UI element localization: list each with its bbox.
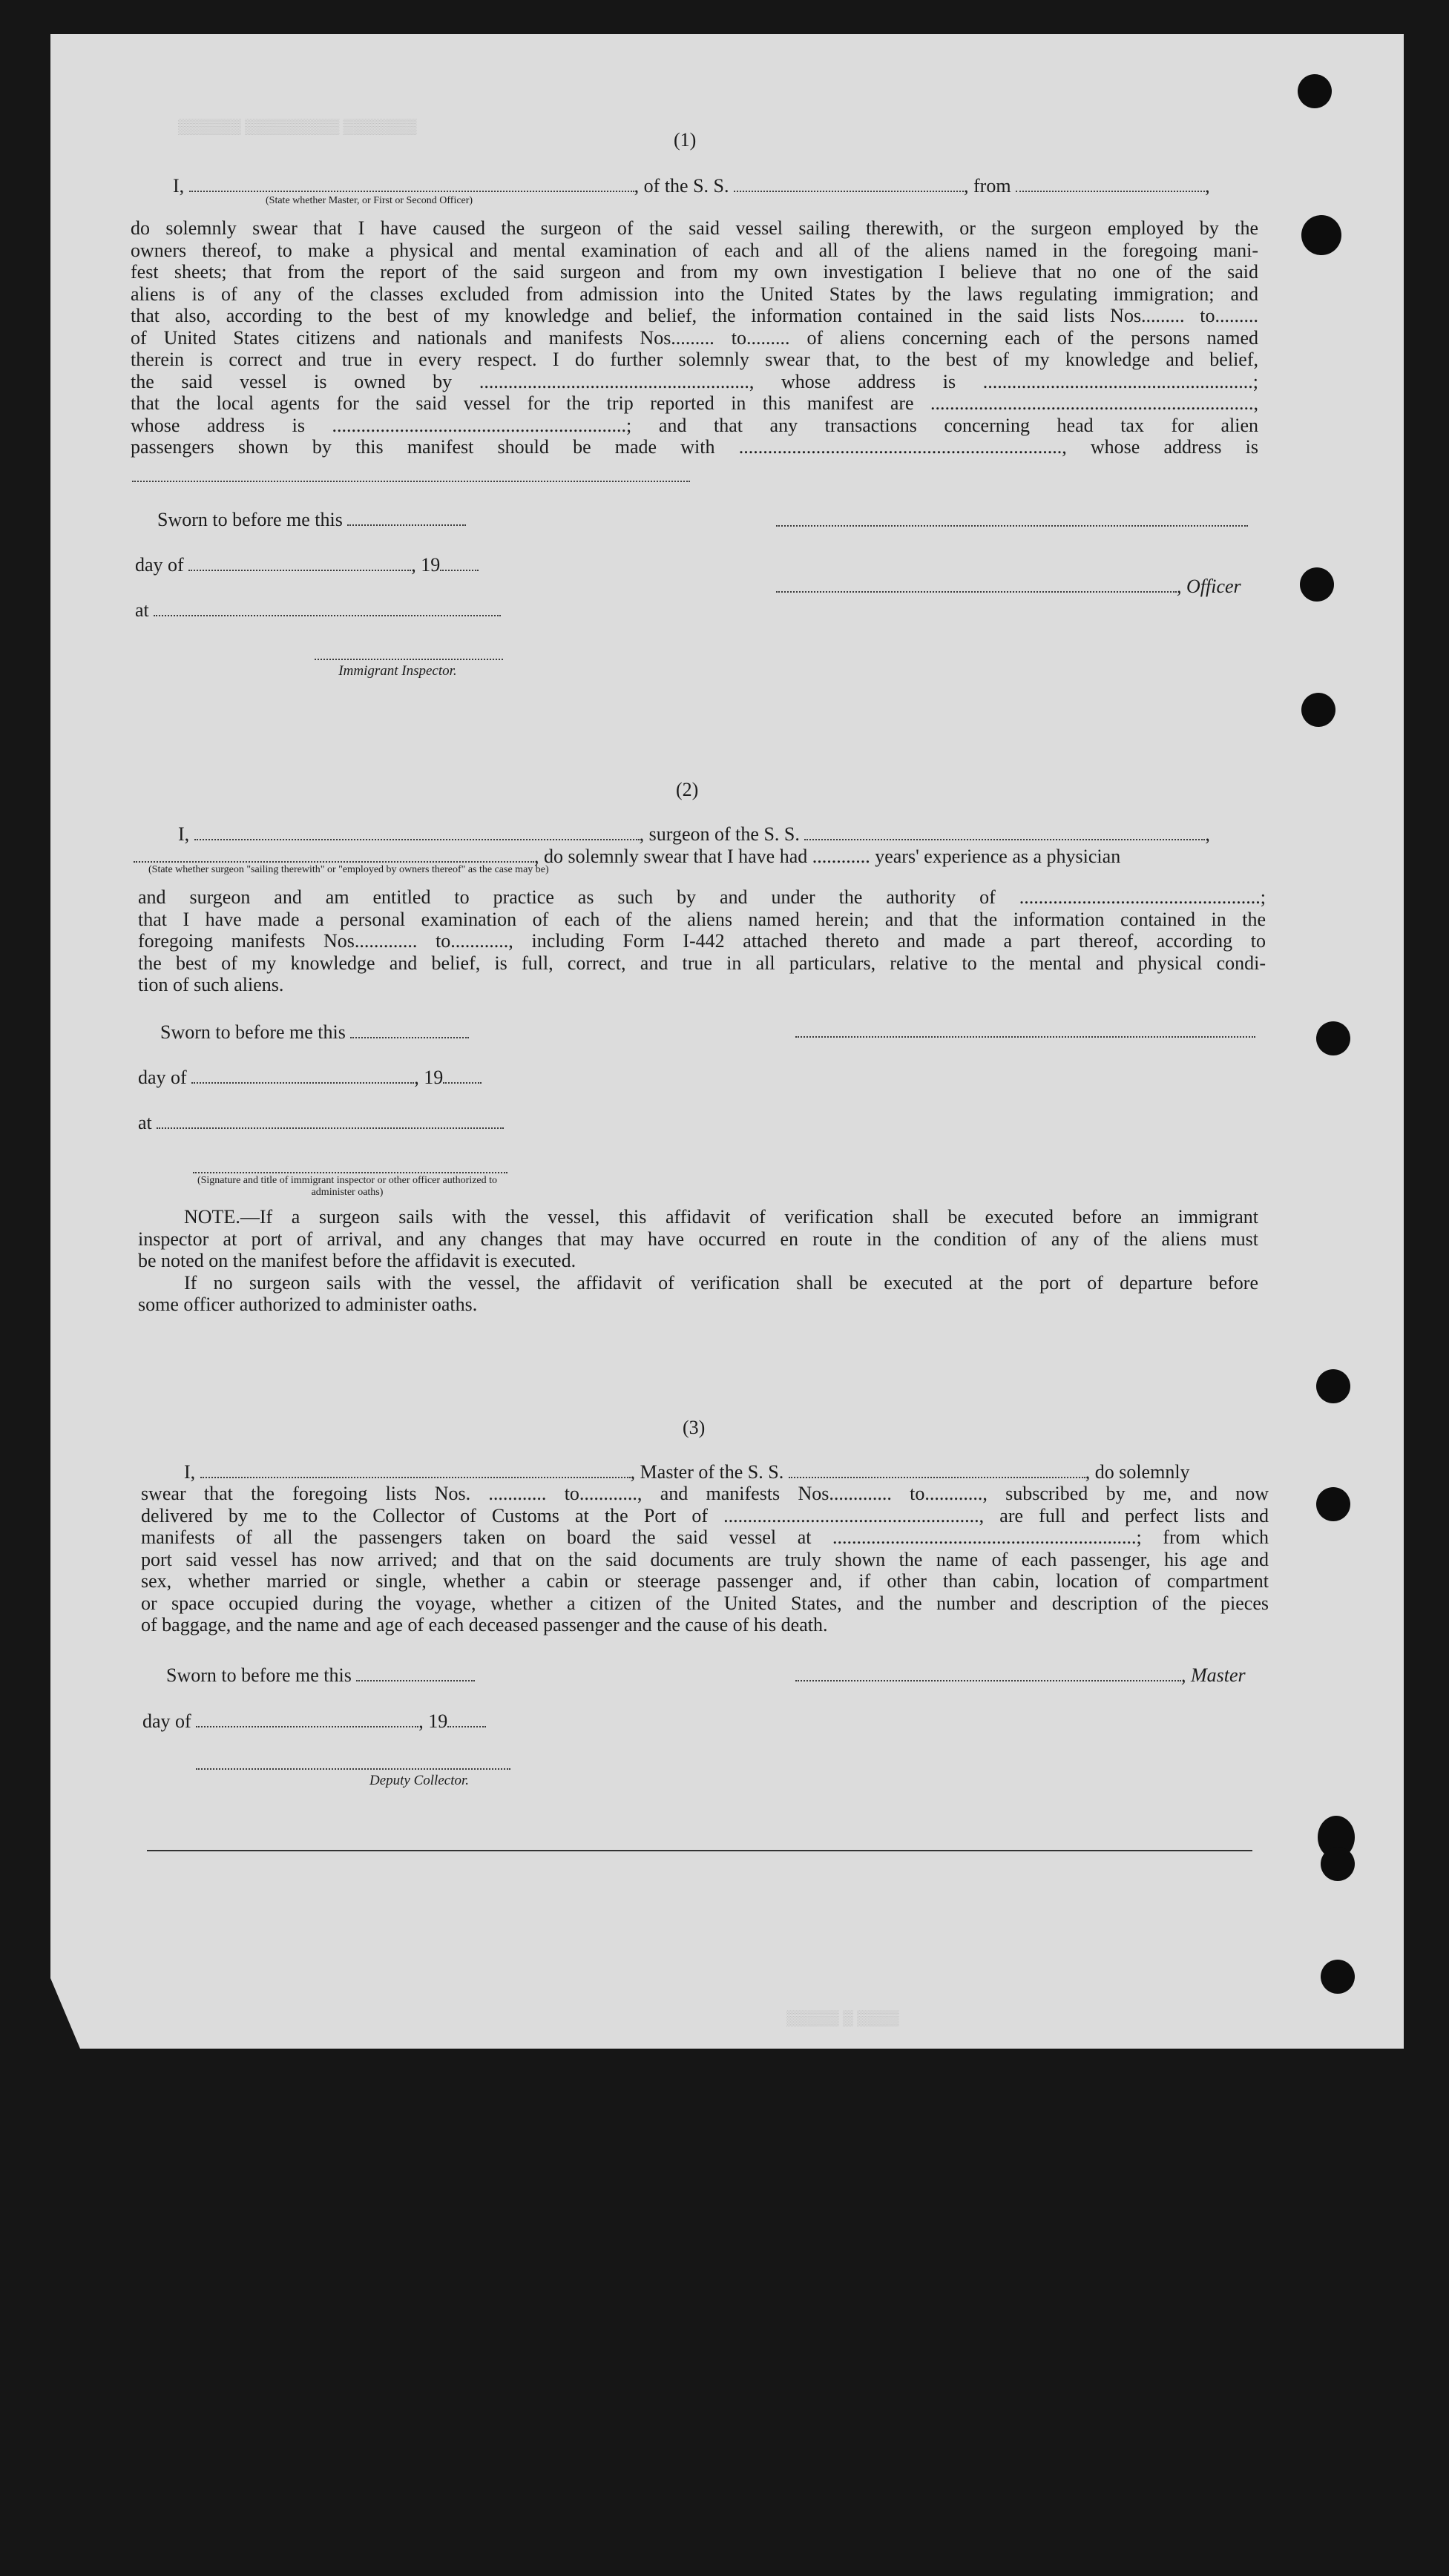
officer-label: , Officer (1177, 576, 1241, 597)
note-line: some officer authorized to administer oaths. (138, 1294, 478, 1315)
day-of-label: day of (138, 1067, 187, 1088)
paragraph-line: sex, whether married or single, whether a cabin or steerage passenger and, if other than cabin, location of compartment (141, 1570, 1269, 1592)
paragraph-line: therein is correct and true in every respect. I do further solemnly swear that, to the best of my knowledge and belief, (131, 349, 1258, 370)
punch-hole (1316, 1487, 1350, 1521)
note-line: NOTE.—If a surgeon sails with the vessel, this affidavit of verification shall be executed before an immigrant (184, 1206, 1258, 1228)
section-3-number: (3) (683, 1417, 706, 1438)
paragraph-line: whose address is .............................................................; and that any transactions concerning head tax for alien (131, 414, 1258, 436)
label-of-the-ss: , of the S. S. (634, 175, 729, 197)
section-3-paragraph (141, 1483, 1269, 1636)
section-2-line-1: I, , surgeon of the S. S. , (178, 823, 1210, 845)
punch-hole (1321, 1960, 1355, 1994)
punch-hole (1298, 74, 1332, 108)
label-surgeon-of-ss: , surgeon of the S. S. (639, 823, 800, 845)
at-line (135, 599, 501, 622)
section-2-paragraph (138, 886, 1266, 996)
paragraph-line: do solemnly swear that I have caused the surgeon of the said vessel sailing therewith, or the surgeon employed by the (131, 217, 1258, 239)
paragraph-line: aliens is of any of the classes excluded from admission into the United States by the laws regulating immigration; and (131, 283, 1258, 305)
master-name-field[interactable] (200, 1463, 631, 1478)
surgeon-inspector-signature-line[interactable] (193, 1172, 507, 1173)
punch-hole (1321, 1847, 1355, 1881)
officer-name-field[interactable] (189, 177, 634, 192)
sworn-label: Sworn to before me this (166, 1664, 352, 1686)
paragraph-line: owners thereof, to make a physical and mental examination of each and all of the aliens named in the foregoing mani- (131, 239, 1258, 261)
month-field[interactable] (196, 1713, 418, 1727)
paragraph-line: of baggage, and the name and age of each deceased passenger and the cause of his death. (141, 1614, 828, 1635)
punch-hole (1300, 567, 1334, 602)
year-label: , 19 (414, 1067, 444, 1088)
section-2-number: (2) (676, 779, 699, 800)
address-line[interactable] (132, 481, 690, 482)
sworn-line (166, 1664, 475, 1687)
year-field[interactable] (447, 1713, 486, 1727)
paragraph-line: of United States citizens and nationals and manifests Nos......... to......... of aliens concerning each of the persons named (131, 326, 1258, 349)
paragraph-line: that the local agents for the said vessel for the trip reported in this manifest are ..................................................................., (131, 392, 1258, 414)
paragraph-line: tion of such aliens. (138, 974, 284, 995)
master-label: , Master (1181, 1664, 1246, 1686)
label-i: I, (178, 823, 190, 845)
paragraph-line: the best of my knowledge and belief, is full, correct, and true in all particulars, relative to the mental and physical condi- (138, 952, 1266, 974)
section-3-line-1 (184, 1461, 1190, 1483)
label-from: from (973, 175, 1011, 197)
label-i: I, (184, 1461, 196, 1483)
master-signature-line (795, 1664, 1246, 1687)
paragraph-line: that I have made a personal examination of each of the aliens named herein; and that the information contained in the (138, 908, 1266, 930)
paragraph-line: delivered by me to the Collector of Customs at the Port of ....................................................., are full and perfect lists and (141, 1504, 1269, 1526)
paragraph-line: or space occupied during the voyage, whether a citizen of the United States, and the number and description of the pieces (141, 1592, 1269, 1614)
surgeon-signature-line[interactable] (795, 1036, 1255, 1038)
deputy-signature-line[interactable] (196, 1768, 510, 1770)
at-line (138, 1112, 504, 1134)
day-of-label: day of (142, 1710, 191, 1732)
officer-signature-field[interactable] (776, 578, 1177, 593)
sworn-line (157, 509, 466, 531)
punch-hole (1316, 1369, 1350, 1403)
paragraph-line: and surgeon and am entitled to practice as such by and under the authority of ..................................................; (138, 886, 1266, 908)
paragraph-line: foregoing manifests Nos............. to............, including Form I-442 attached thereto and made a part thereof, according to (138, 930, 1266, 952)
officer-caption: (State whether Master, or First or Second Officer) (266, 195, 473, 206)
surgeon-name-field[interactable] (194, 826, 640, 840)
place-field[interactable] (157, 1114, 504, 1129)
year-field[interactable] (443, 1069, 482, 1084)
surgeon-caption: (State whether surgeon "sailing therewith" or "employed by owners thereof" as the case may be) (148, 864, 549, 875)
punch-hole (1301, 693, 1335, 727)
day-of-line (138, 1067, 482, 1089)
note-paragraph (138, 1206, 1258, 1316)
bottom-rule (147, 1850, 1252, 1851)
year-label: , 19 (411, 554, 441, 576)
punch-hole (1301, 215, 1341, 255)
year-field[interactable] (440, 556, 479, 571)
section-1-number: (1) (674, 129, 697, 151)
label-do-solemnly: , do solemnly (1085, 1461, 1190, 1483)
punch-hole (1316, 1021, 1350, 1055)
at-label: at (135, 599, 149, 621)
surgeon-status-field[interactable] (134, 848, 534, 863)
paragraph-line: port said vessel has now arrived; and that on the said documents are truly shown the name of each passenger, his age and (141, 1548, 1269, 1570)
note-line: be noted on the manifest before the affidavit is executed. (138, 1250, 576, 1271)
bleed-through-mark: ▒▒▒▒▒ ▒ ▒▒▒▒ (786, 2010, 899, 2026)
sworn-day-field[interactable] (347, 511, 466, 526)
month-field[interactable] (188, 556, 411, 571)
sworn-label: Sworn to before me this (157, 509, 343, 530)
inspector-caption: Immigrant Inspector. (338, 663, 457, 679)
officer-signature-line (776, 576, 1241, 598)
signature-caption: (Signature and title of immigrant inspector or other officer authorized to administer oaths) (197, 1175, 498, 1198)
deputy-caption: Deputy Collector. (369, 1773, 470, 1788)
swear-text: , do solemnly swear that I have had ............ years' experience as a physician (534, 846, 1121, 867)
month-field[interactable] (191, 1069, 414, 1084)
note-line: inspector at port of arrival, and any changes that may have occurred en route in the condition of any of the aliens must (138, 1228, 1258, 1250)
label-master-of-ss: , Master of the S. S. (630, 1461, 784, 1483)
paragraph-line: manifests of all the passengers taken on board the said vessel at ...............................................................; from which (141, 1526, 1269, 1548)
day-of-label: day of (135, 554, 184, 576)
sworn-day-field[interactable] (356, 1667, 475, 1681)
at-label: at (138, 1112, 152, 1133)
sworn-line (160, 1021, 469, 1044)
sworn-label: Sworn to before me this (160, 1021, 346, 1043)
departure-port-field[interactable] (1016, 177, 1205, 192)
vessel-name-field[interactable] (734, 177, 964, 192)
section-1-paragraph (131, 217, 1258, 458)
paragraph-line: the said vessel is owned by ........................................................, whose address is ........................................................; (131, 370, 1258, 392)
sworn-day-field[interactable] (350, 1024, 469, 1038)
label-i: I, (173, 175, 185, 197)
paragraph-line: passengers shown by this manifest should be made with ..................................................................., whose address is (131, 436, 1258, 458)
paragraph-line: swear that the foregoing lists Nos. ............ to............, and manifests Nos............. to............, subscribed by me, and now (141, 1483, 1269, 1504)
section-1-line-1: I, , of the S. S. , from , (173, 175, 1210, 197)
year-label: , 19 (418, 1710, 448, 1732)
place-field[interactable] (154, 602, 501, 616)
inspector-signature-line[interactable] (315, 659, 503, 660)
master-signature-field[interactable] (795, 1667, 1181, 1681)
bleed-through-mark: ▒▒▒▒▒▒ ▒▒▒▒▒▒▒▒▒ ▒▒▒▒▒▒▒ (178, 119, 417, 135)
officer-signature-line-upper[interactable] (776, 525, 1248, 527)
master-vessel-field[interactable] (789, 1463, 1085, 1478)
paragraph-line: fest sheets; that from the report of the said surgeon and from my own investigation I believe that no one of the said (131, 261, 1258, 283)
day-of-line (135, 554, 479, 576)
day-of-line (142, 1710, 486, 1733)
surgeon-vessel-field[interactable] (804, 826, 1205, 840)
paragraph-line: that also, according to the best of my knowledge and belief, the information contained in the said lists Nos......... to......... (131, 305, 1258, 326)
note-line: If no surgeon sails with the vessel, the affidavit of verification shall be executed at the port of departure before (184, 1271, 1258, 1294)
